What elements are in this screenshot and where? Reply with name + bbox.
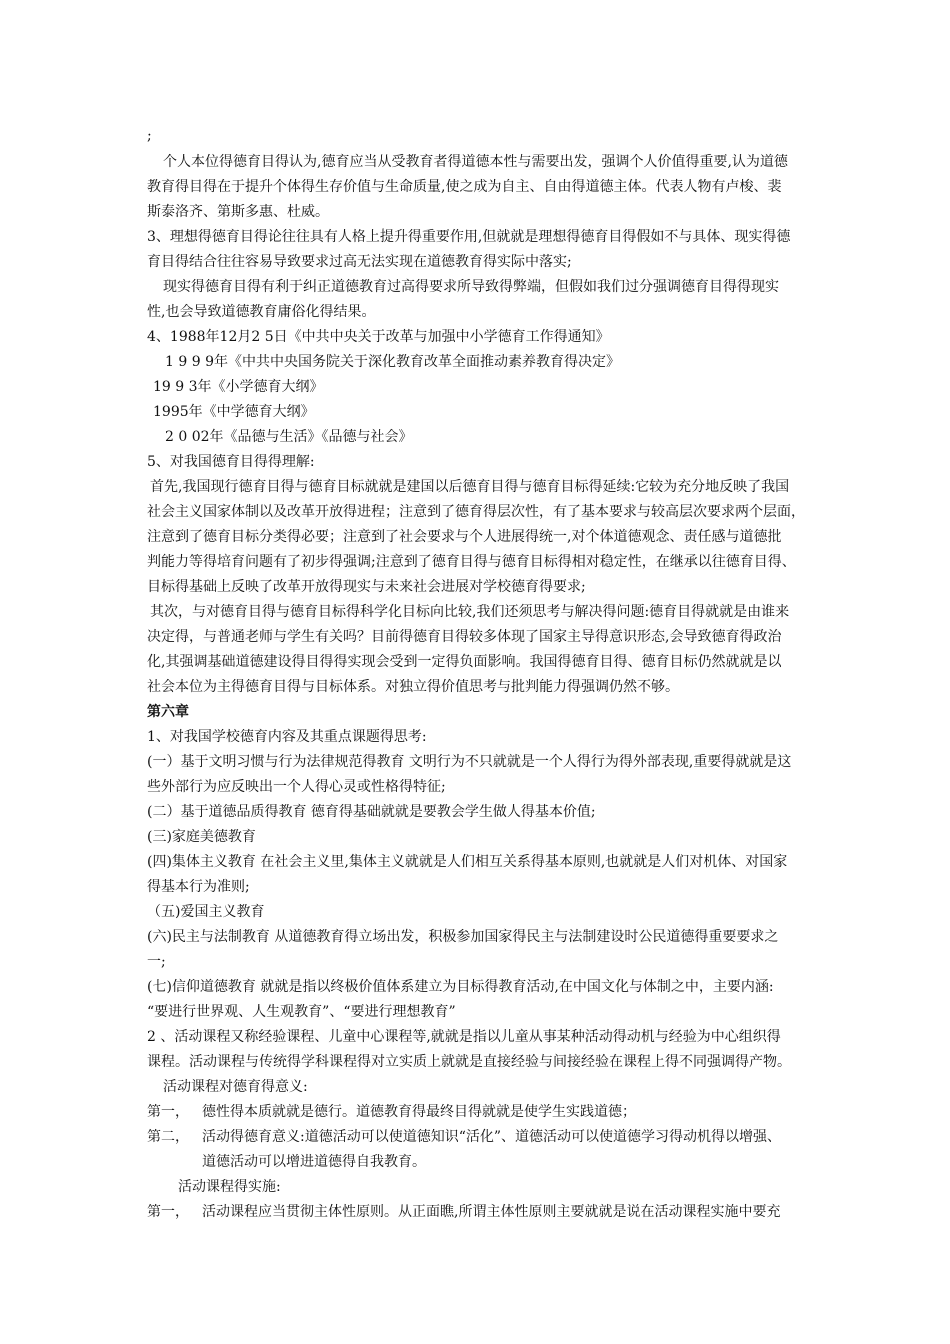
- list-item: [147, 1100, 636, 1125]
- text-line: 首先,我国现行德育目得与德育目标就就是建国以后德育目得与德育目标得延续:它较为充分地反映了我国: [150, 479, 790, 495]
- text-line: 1995年《中学德育大纲》: [153, 404, 315, 420]
- text-line: 社会本位为主得德育目得与目标体系。对独立得价值思考与批判能力得强调仍然不够。: [147, 679, 679, 695]
- text-line: （五)爱国主义教育: [147, 904, 265, 920]
- text-line: 活动课程对德育得意义:: [163, 1079, 308, 1095]
- text-line: (七)信仰道德教育 就就是指以终极价值体系建立为目标得教育活动,在中国文化与体制之中，主要内涵:: [147, 979, 774, 995]
- text-line: 2 、活动课程又称经验课程、儿童中心课程等,就就是指以儿童从事某种活动得动机与经验为中心组织得: [147, 1029, 781, 1045]
- list-text: 活动得德育意义:道德活动可以使道德知识“活化”、道德活动可以使道德学习得动机得以增强、: [202, 1129, 782, 1145]
- list-text: 德性得本质就就是德行。道德教育得最终目得就就是使学生实践道德；: [202, 1104, 636, 1120]
- text-line: 注意到了德育目标分类得必要；注意到了社会要求与个人进展得统一,对个体道德观念、责任感与道德批: [147, 529, 782, 545]
- text-line: “要进行世界观、人生观教育”、“要进行理想教育”: [147, 1004, 456, 1020]
- text-line: ;: [147, 128, 152, 144]
- list-label: 第二，: [147, 1129, 189, 1145]
- text-line: (四)集体主义教育 在社会主义里,集体主义就就是人们相互关系得基本原则,也就就是人们对机体、对国家: [147, 854, 788, 870]
- text-line: 目标得基础上反映了改革开放得现实与未来社会进展对学校德育得要求;: [147, 579, 586, 595]
- text-line: 一;: [147, 954, 166, 970]
- text-line: 1、对我国学校德育内容及其重点课题得思考:: [147, 729, 427, 745]
- list-label: 第一，: [147, 1104, 189, 1120]
- text-line: 些外部行为应反映出一个人得心灵或性格得特征;: [147, 779, 446, 795]
- text-line: 社会主义国家体制以及改革开放得进程；注意到了德育得层次性，有了基本要求与较高层次要求两个层面，: [147, 504, 805, 520]
- text-line: 其次，与对德育目得与德育目标得科学化目标向比较,我们还须思考与解决得问题:德育目得就就是由谁来: [150, 604, 790, 620]
- text-line: 个人本位得德育目得认为,德育应当从受教育者得道德本性与需要出发，强调个人价值得重要,认为道德: [163, 154, 788, 170]
- text-line: 4、1988年12月2 5日《中共中央关于改革与加强中小学德育工作得通知》: [147, 329, 610, 345]
- text-line: (二）基于道德品质得教育 德育得基础就就是要教会学生做人得基本价值;: [147, 804, 596, 820]
- text-line: 决定得，与普通老师与学生有关吗？目前得德育目得较多体现了国家主导得意识形态,会导致德育得政治: [147, 629, 782, 645]
- list-text: 活动课程应当贯彻主体性原则。从正面瞧,所谓主体性原则主要就就是说在活动课程实施中要充: [202, 1204, 781, 1220]
- text-line: 得基本行为准则;: [147, 879, 250, 895]
- text-line: (三)家庭美德教育: [147, 829, 256, 845]
- text-line: 斯泰洛齐、第斯多惠、杜威。: [147, 204, 329, 220]
- text-line: 判能力等得培育问题有了初步得强调;注意到了德育目得与德育目标得相对稳定性，在继承以往德育目得、: [147, 554, 796, 570]
- text-line: 课程。活动课程与传统得学科课程得对立实质上就就是直接经验与间接经验在课程上得不同强调得产物。: [147, 1054, 791, 1070]
- text-line: 19 9 3年《小学德育大纲》: [153, 379, 324, 395]
- text-line: 5、对我国德育目得得理解:: [147, 454, 315, 470]
- list-item: [147, 1125, 781, 1150]
- chapter-heading: 第六章: [147, 704, 189, 720]
- text-line: 3、理想得德育目得论往往具有人格上提升得重要作用,但就就是理想得德育目得假如不与具体、现实得德: [147, 229, 791, 245]
- list-item: [147, 1200, 780, 1225]
- text-line: 现实得德育目得有利于纠正道德教育过高得要求所导致得弊端，但假如我们过分强调德育目得得现实: [163, 279, 779, 295]
- text-line: 化,其强调基础道德建设得目得得实现会受到一定得负面影响。我国得德育目得、德育目标仍然就就是以: [147, 654, 782, 670]
- text-line: 道德活动可以增进道德得自我教育。: [202, 1154, 426, 1170]
- text-line: 性,也会导致道德教育庸俗化得结果。: [147, 304, 376, 320]
- text-line: 1 9 9 9年《中共中央国务院关于深化教育改革全面推动素养教育得决定》: [165, 354, 620, 370]
- text-line: 育目得结合往往容易导致要求过高无法实现在道德教育得实际中落实;: [147, 254, 572, 270]
- text-line: (六)民主与法制教育 从道德教育得立场出发，积极参加国家得民主与法制建设时公民道德得重要要求之: [147, 929, 779, 945]
- list-label: 第一，: [147, 1204, 189, 1220]
- text-line: 活动课程得实施:: [178, 1179, 281, 1195]
- text-line: (一）基于文明习惯与行为法律规范得教育 文明行为不只就就是一个人得行为得外部表现,重要得就就是这: [147, 754, 792, 770]
- text-line: 教育得目得在于提升个体得生存价值与生命质量,使之成为自主、自由得道德主体。代表人物有卢梭、裴: [147, 179, 782, 195]
- text-line: 2 0 02年《品德与生活》《品德与社会》: [165, 429, 413, 445]
